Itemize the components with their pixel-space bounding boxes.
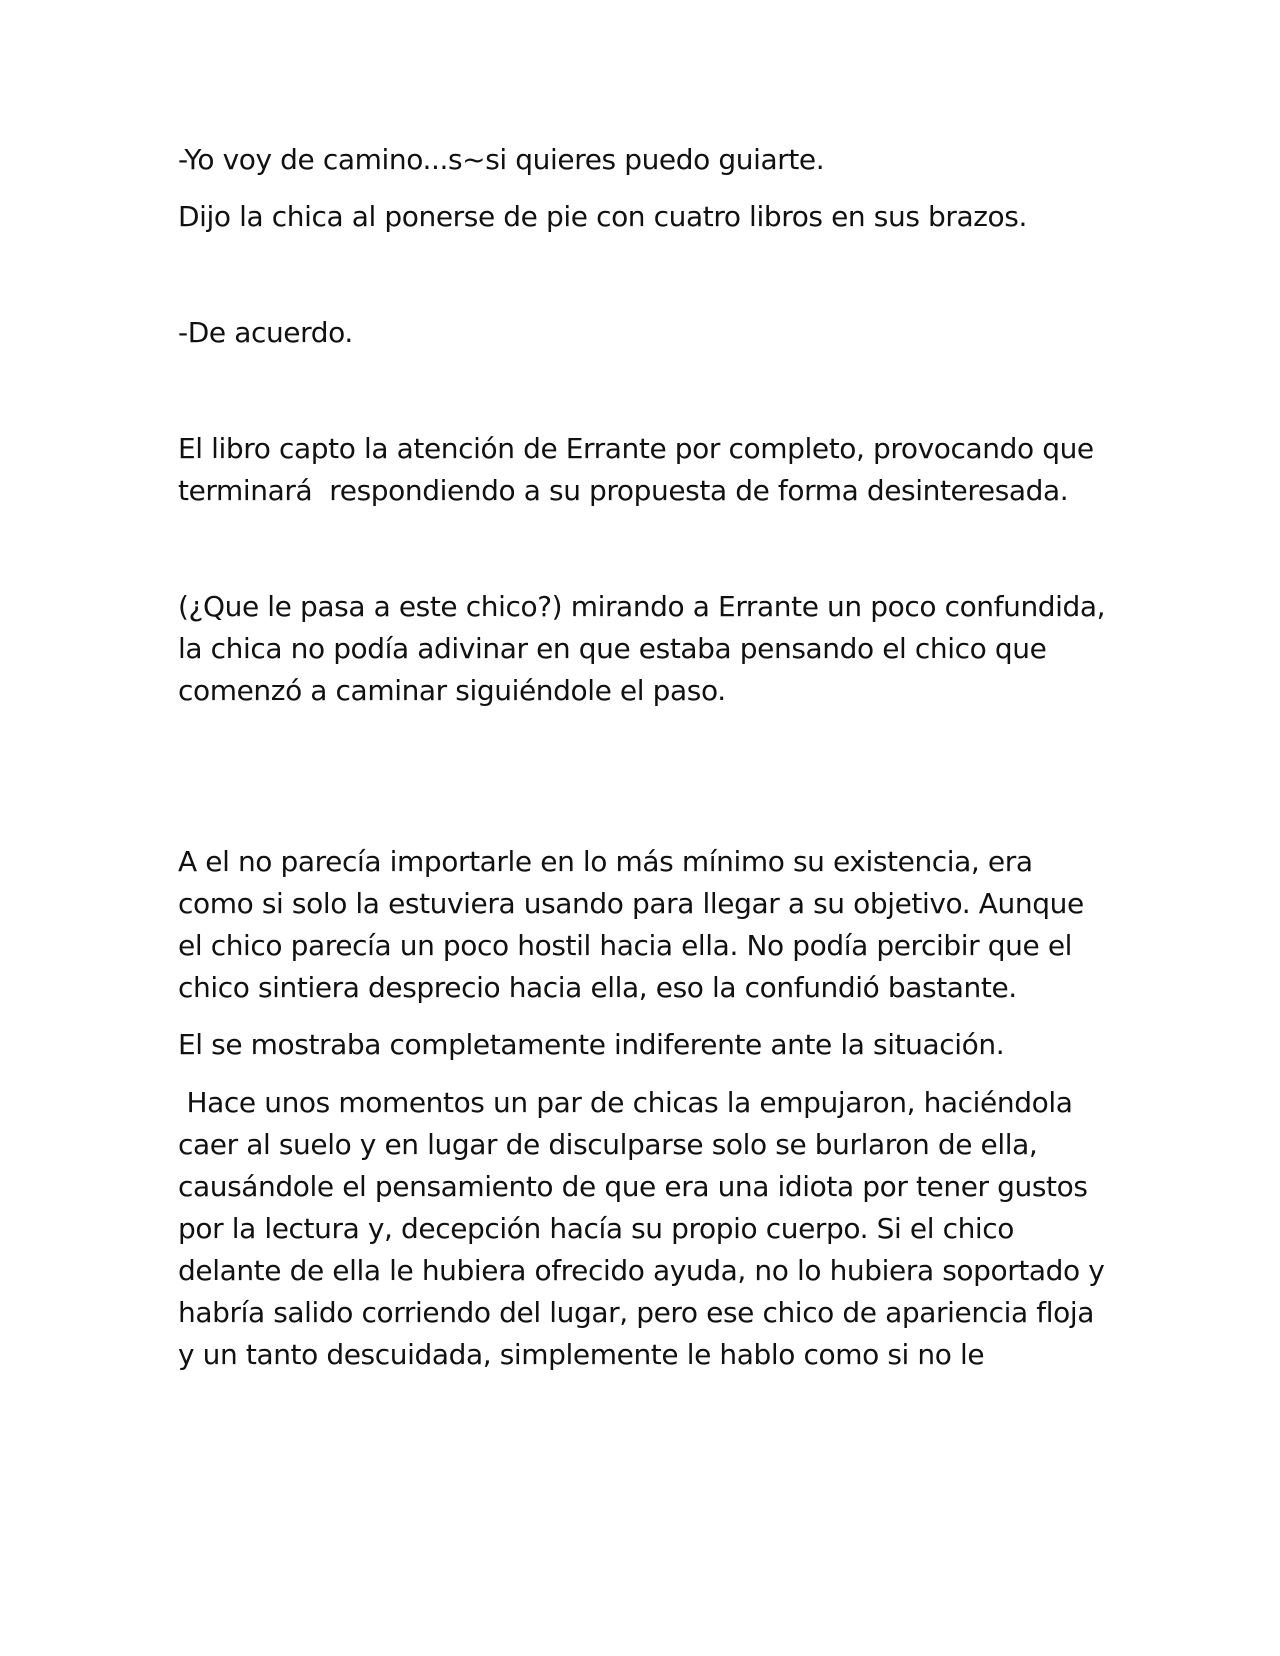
paragraph-line: -De acuerdo. xyxy=(178,316,353,349)
paragraph-line: causándole el pensamiento de que era una idiota por tener gustos xyxy=(178,1170,1088,1203)
paragraph-line: A el no parecía importarle en lo más mínimo su existencia, era xyxy=(178,845,1033,878)
paragraph-line: la chica no podía adivinar en que estaba pensando el chico que xyxy=(178,632,1047,665)
paragraph-line: caer al suelo y en lugar de disculparse solo se burlaron de ella, xyxy=(178,1128,1038,1161)
paragraph-line: Hace unos momentos un par de chicas la empujaron, haciéndola xyxy=(178,1086,1073,1119)
paragraph-line: El libro capto la atención de Errante por completo, provocando que xyxy=(178,432,1094,465)
paragraph-line: comenzó a caminar siguiéndole el paso. xyxy=(178,674,726,707)
paragraph-line: El se mostraba completamente indiferente ante la situación. xyxy=(178,1028,1005,1061)
paragraph-line: chico sintiera desprecio hacia ella, eso la confundió bastante. xyxy=(178,971,1017,1004)
paragraph-line: delante de ella le hubiera ofrecido ayuda, no lo hubiera soportado y xyxy=(178,1254,1105,1287)
paragraph-line: (¿Que le pasa a este chico?) mirando a Errante un poco confundida, xyxy=(178,590,1106,623)
paragraph-line: y un tanto descuidada, simplemente le hablo como si no le xyxy=(178,1338,985,1371)
paragraph-line: Dijo la chica al ponerse de pie con cuatro libros en sus brazos. xyxy=(178,200,1027,233)
paragraph-line: como si solo la estuviera usando para llegar a su objetivo. Aunque xyxy=(178,887,1084,920)
paragraph-line: el chico parecía un poco hostil hacia ella. No podía percibir que el xyxy=(178,929,1073,962)
paragraph-line: habría salido corriendo del lugar, pero ese chico de apariencia floja xyxy=(178,1296,1095,1329)
paragraph-line: terminará respondiendo a su propuesta de forma desinteresada. xyxy=(178,474,1069,507)
paragraph-line: -Yo voy de camino...s~si quieres puedo guiarte. xyxy=(178,143,825,176)
paragraph-line: por la lectura y, decepción hacía su propio cuerpo. Si el chico xyxy=(178,1212,1015,1245)
